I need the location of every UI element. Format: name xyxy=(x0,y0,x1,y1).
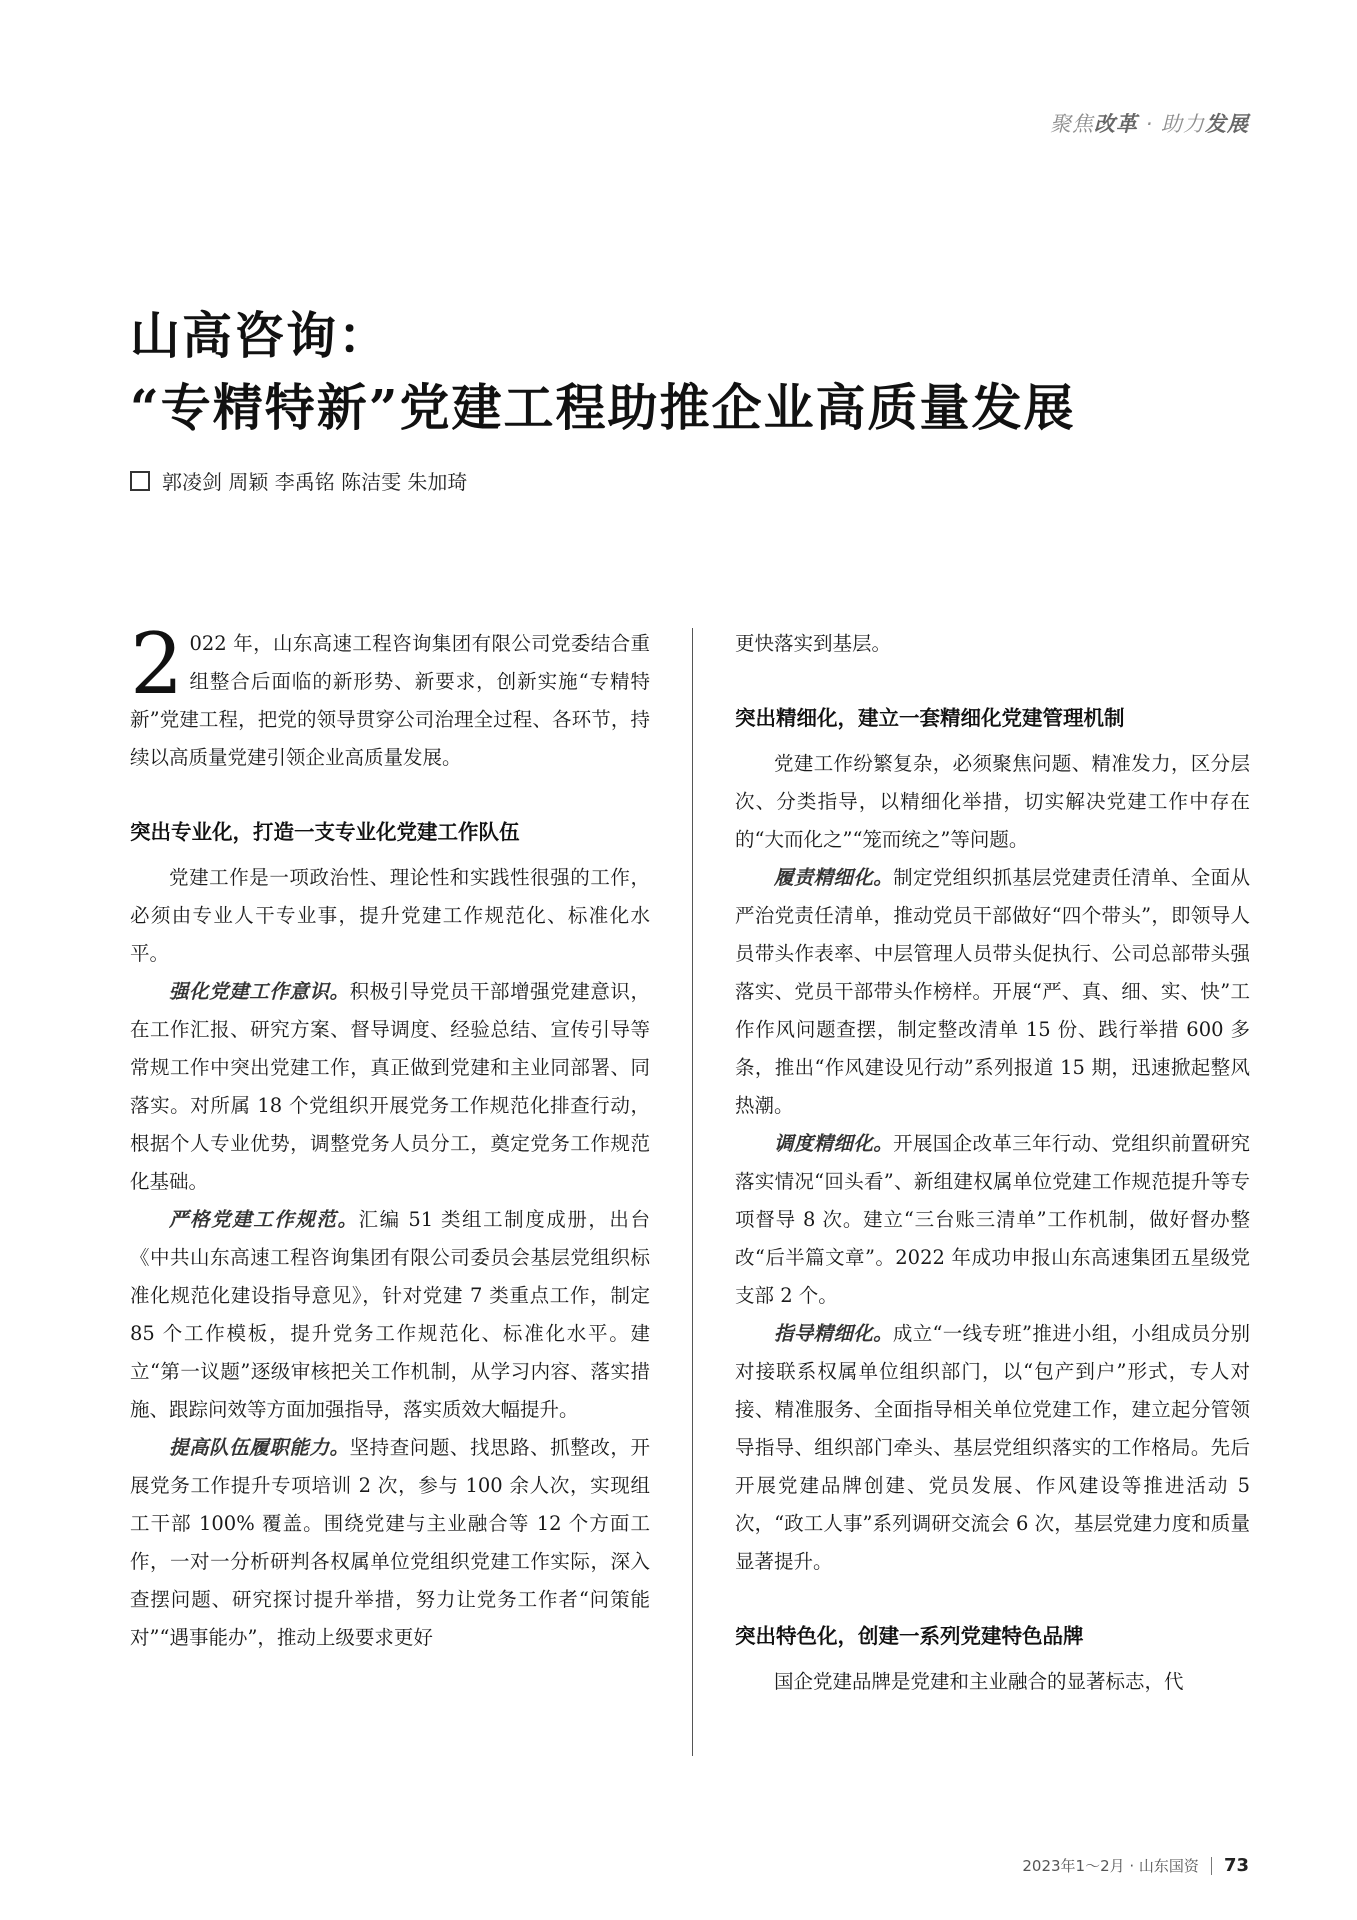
page-footer xyxy=(1022,1855,1249,1876)
paragraph: 党建工作是一项政治性、理论性和实践性很强的工作，必须由专业人干专业事，提升党建工作规范化、标准化水平。 xyxy=(130,866,650,965)
paragraph-keyword: 提高队伍履职能力。 xyxy=(169,1436,350,1459)
paragraph-text: 成立“一线专班”推进小组，小组成员分别对接联系权属单位组织部门，以“包产到户”形式，专人对接、精准服务、全面指导相关单位党建工作，建立起分管领导指导、组织部门牵头、基层党组织落实的工作格局。先后开展党建品牌创建、党员发展、作风建设等推进活动 5 次，“政工人事”系列调研交流会 6 次，基层党建力度和质量显著提升。 xyxy=(735,1322,1250,1573)
paragraph-text: 制定党组织抓基层党建责任清单、全面从严治党责任清单，推动党员干部做好“四个带头”，即领导人员带头作表率、中层管理人员带头促执行、公司总部带头强落实、党员干部带头作榜样。开展“严、真、细、实、快”工作作风问题查摆，制定整改清单 15 份、践行举措 600 多条，推出“作风建设见行动”系列报道 15 期，迅速掀起整风热潮。 xyxy=(735,866,1250,1117)
page-number: 73 xyxy=(1223,1855,1249,1876)
paragraph-keyword: 严格党建工作规范。 xyxy=(169,1208,359,1231)
paragraph-keyword: 强化党建工作意识。 xyxy=(169,980,350,1003)
section-heading: 突出专业化，打造一支专业化党建工作队伍 xyxy=(130,820,520,844)
paragraph xyxy=(735,1315,1250,1581)
section-tag-separator: · xyxy=(1145,112,1154,136)
section-tag-part: 改革 xyxy=(1093,112,1138,136)
section-tag-part: 助力 xyxy=(1161,112,1205,136)
paragraph-keyword: 指导精细化。 xyxy=(774,1322,893,1345)
paragraph-text: 汇编 51 类组工制度成册，出台《中共山东高速工程咨询集团有限公司委员会基层党组织标准化规范化建设指导意见》，针对党建 7 类重点工作，制定 85 个工作模板，提升党务工作规范化、标准化水平。建立“第一议题”逐级审核把关工作机制，从学习内容、落实措施、跟踪问效等方面加强指导，落实质效大幅提升。 xyxy=(130,1208,650,1421)
section-heading: 突出精细化，建立一套精细化党建管理机制 xyxy=(735,706,1125,730)
paragraph xyxy=(130,973,650,1201)
drop-cap: 2 xyxy=(130,615,184,713)
paragraph-text: 积极引导党员干部增强党建意识，在工作汇报、研究方案、督导调度、经验总结、宣传引导等常规工作中突出党建工作，真正做到党建和主业同部署、同落实。对所属 18 个党组织开展党务工作规范化排查行动，根据个人专业优势，调整党务人员分工，奠定党务工作规范化基础。 xyxy=(130,980,650,1193)
paragraph-keyword: 调度精细化。 xyxy=(774,1132,894,1155)
article-title-line1: 山高咨询： xyxy=(130,306,390,365)
paragraph-keyword: 履责精细化。 xyxy=(774,866,894,889)
article-title xyxy=(130,300,1250,444)
paragraph xyxy=(735,1125,1250,1315)
paragraph: 党建工作纷繁复杂，必须聚焦问题、精准发力，区分层次、分类指导，以精细化举措，切实解决党建工作中存在的“大而化之”“笼而统之”等问题。 xyxy=(735,752,1250,851)
paragraph-continued: 更快落实到基层。 xyxy=(735,632,892,655)
section-tag-part: 发展 xyxy=(1205,112,1249,136)
paragraph xyxy=(130,1429,650,1657)
article-title-line2: “专精特新”党建工程助推企业高质量发展 xyxy=(130,378,1076,437)
column-right xyxy=(735,625,1250,1701)
paragraph xyxy=(130,1201,650,1429)
footer-divider xyxy=(1211,1857,1212,1875)
intro-text: 022 年，山东高速工程咨询集团有限公司党委结合重组整合后面临的新形势、新要求，创新实施“专精特新”党建工程，把党的领导贯穿公司治理全过程、各环节，持续以高质量党建引领企业高质量发展。 xyxy=(130,632,650,769)
section-tag-part: 聚焦 xyxy=(1049,112,1094,136)
paragraph-text: 坚持查问题、找思路、抓整改，开展党务工作提升专项培训 2 次，参与 100 余人次，实现组工干部 100% 覆盖。围绕党建与主业融合等 12 个方面工作，一对一分析研判各权属单位党组织党建工作实际，深入查摆问题、研究探讨提升举措，努力让党务工作者“问策能对”“遇事能办”，推动上级要求更好 xyxy=(130,1436,650,1649)
intro-paragraph xyxy=(130,615,650,777)
section-heading: 突出特色化，创建一系列党建特色品牌 xyxy=(735,1624,1084,1648)
column-left xyxy=(130,615,650,1657)
section-tag xyxy=(1050,108,1249,138)
paragraph-text: 开展国企改革三年行动、党组织前置研究落实情况“回头看”、新组建权属单位党建工作规范提升等专项督导 8 次。建立“三台账三清单”工作机制，做好督办整改“后半篇文章”。2022 年成功申报山东高速集团五星级党支部 2 个。 xyxy=(735,1132,1250,1307)
paragraph: 国企党建品牌是党建和主业融合的显著标志，代 xyxy=(774,1670,1184,1693)
paragraph xyxy=(735,859,1250,1125)
author-names: 郭凌剑 周颖 李禹铭 陈洁雯 朱加琦 xyxy=(162,470,468,494)
author-line xyxy=(130,466,467,495)
author-box-icon xyxy=(130,471,150,491)
column-divider xyxy=(692,628,693,1756)
issue-label: 2023年1～2月 · 山东国资 xyxy=(1022,1857,1199,1875)
